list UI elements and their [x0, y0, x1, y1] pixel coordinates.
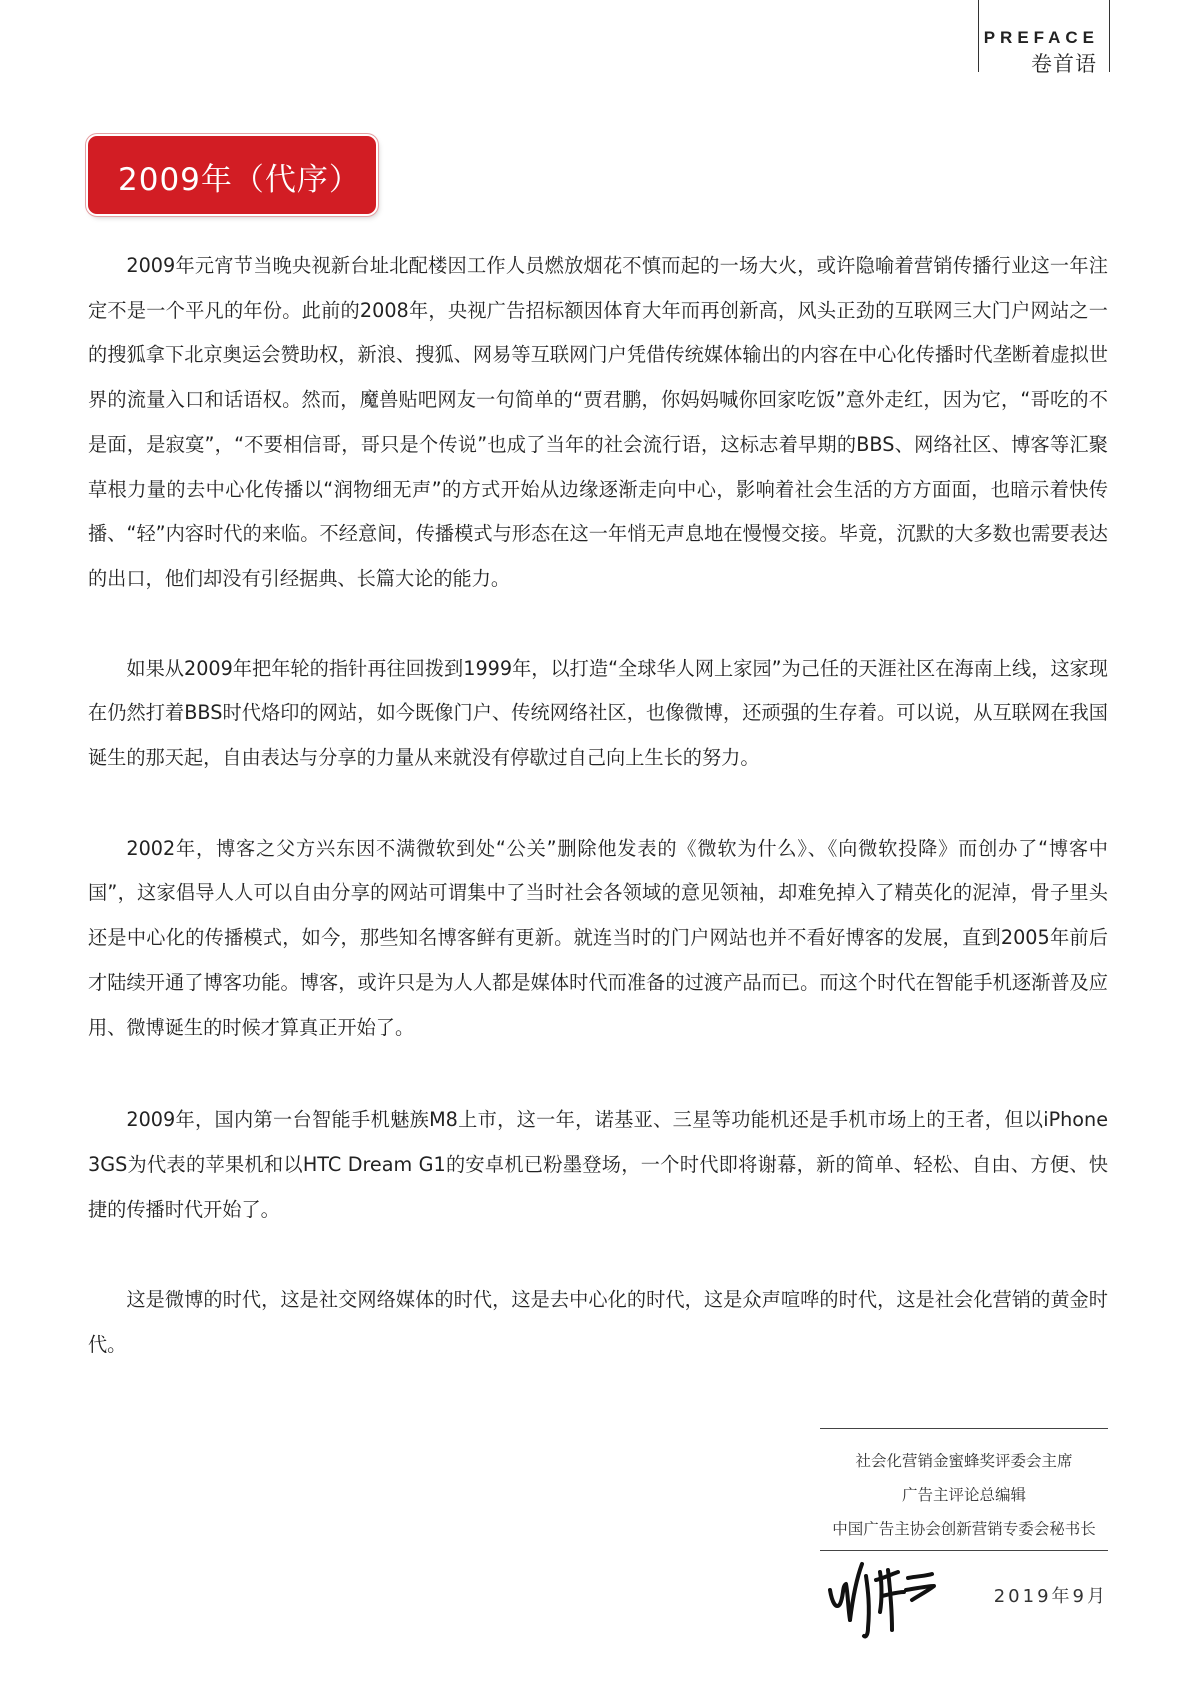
title-badge: [88, 136, 376, 214]
author-title-line: 社会化营销金蜜蜂奖评委会主席: [855, 1452, 1073, 1470]
paragraph-3: 2002年，博客之父方兴东因不满微软到处“公关”删除他发表的《微软为什么》、《向微软投降》而创办了“博客中国”，这家倡导人人可以自由分享的网站可谓集中了当时社会各领域的意见领袖，却难免掉入了精英化的泥淖，骨子里头还是中心化的传播模式，如今，那些知名博客鲜有更新。就连当时的门户网站也并不看好博客的发展，直到2005年前后才陆续开通了博客功能。博客，或许只是为人人都是媒体时代而准备的过渡产品而已。而这个时代在智能手机逐渐普及应用、微博诞生的时候才算真正开始了。: [88, 836, 1108, 1039]
preface-label-zh: 卷首语: [1031, 52, 1097, 76]
paragraph-2: 如果从2009年把年轮的指针再往回拨到1999年，以打造“全球华人网上家园”为己任的天涯社区在海南上线，这家现在仍然打着BBS时代烙印的网站，如今既像门户、传统网络社区，也像微博，还顽强的生存着。可以说，从互联网在我国诞生的那天起，自由表达与分享的力量从来就没有停歇过自己向上生长的努力。: [88, 656, 1108, 770]
author-title-line: 广告主评论总编辑: [901, 1486, 1026, 1504]
preface-label-en: PREFACE: [983, 28, 1099, 47]
paragraph-4: 2009年，国内第一台智能手机魅族M8上市，这一年，诺基亚、三星等功能机还是手机市场上的王者，但以iPhone 3GS为代表的苹果机和以HTC Dream G1的安卓机已粉墨登场，一个时代即将谢幕，新的简单、轻松、自由、方便、快捷的传播时代开始了。: [88, 1108, 1108, 1221]
paragraph-1: 2009年元宵节当晚央视新台址北配楼因工作人员燃放烟花不慎而起的一场大火，或许隐喻着营销传播行业这一年注定不是一个平凡的年份。此前的2008年，央视广告招标额因体育大年而再创新高，风头正劲的互联网三大门户网站之一的搜狐拿下北京奥运会赞助权，新浪、搜狐、网易等互联网门户凭借传统媒体输出的内容在中心化传播时代垄断着虚拟世界的流量入口和话语权。然而，魔兽贴吧网友一句简单的“贾君鹏，你妈妈喊你回家吃饭”意外走红，因为它，“哥吃的不是面，是寂寞”，“不要相信哥，哥只是个传说”也成了当年的社会流行语，这标志着早期的BBS、网络社区、博客等汇聚草根力量的去中心化传播以“润物细无声”的方式开始从边缘逐渐走向中心，影响着社会生活的方方面面，也暗示着快传播、“轻”内容时代的来临。不经意间，传播模式与形态在这一年悄无声息地在慢慢交接。毕竟，沉默的大多数也需要表达的出口，他们却没有引经据典、长篇大论的能力。: [88, 254, 1108, 590]
signature-top-divider: [820, 1428, 1108, 1429]
article-body: [88, 244, 1108, 1413]
paragraph-5: 这是微博的时代，这是社交网络媒体的时代，这是去中心化的时代，这是众声喧哗的时代，这是社会化营销的黄金时代。: [88, 1288, 1108, 1357]
page-title: 2009年（代序）: [118, 162, 361, 198]
author-titles: [820, 1444, 1108, 1546]
preface-header: [978, 0, 1110, 76]
signature-date: 2019年9月: [993, 1586, 1108, 1607]
handwritten-signature-icon: [822, 1550, 952, 1640]
author-title-line: 中国广告主协会创新营销专委会秘书长: [832, 1520, 1096, 1538]
